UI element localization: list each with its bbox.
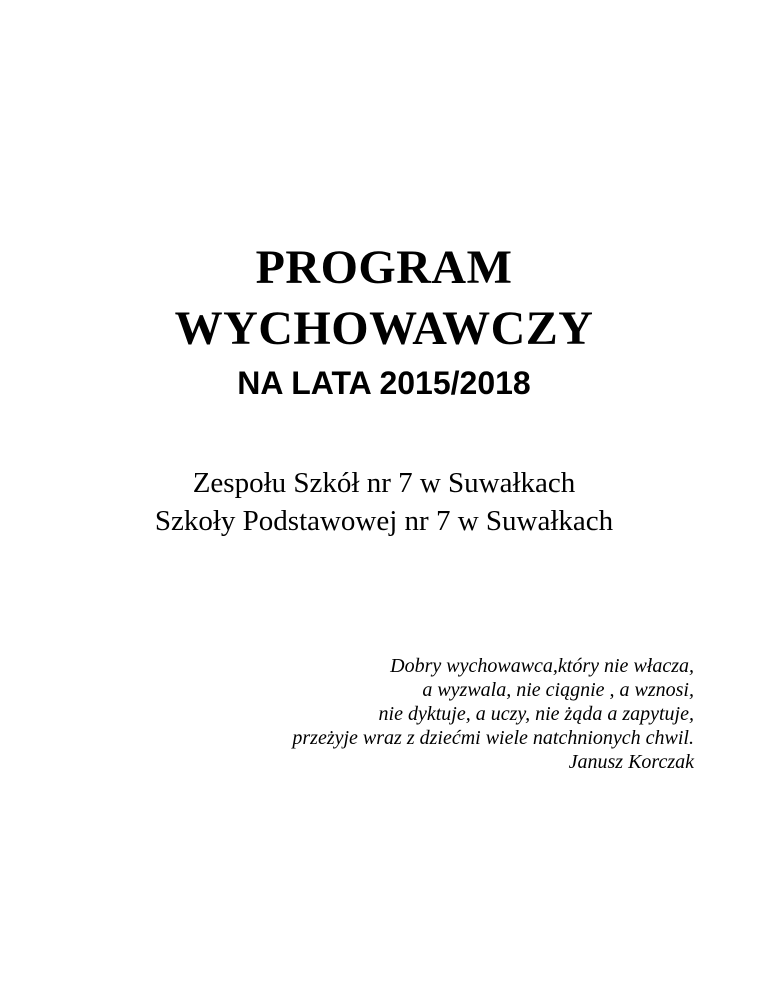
school-name-line-1: Zespołu Szkół nr 7 w Suwałkach [192,467,576,499]
quote-line: a wyzwala, nie ciągnie , a wznosi, [422,679,694,701]
title-line-1: PROGRAM [255,241,513,294]
title-line-2: WYCHOWAWCZY [174,302,594,355]
quote-line: Dobry wychowawca,który nie włacza, [390,655,694,677]
quote-line: przeżyje wraz z dziećmi wiele natchnionych chwil. [292,727,694,749]
epigraph-quote [94,654,694,774]
subtitle-years: NA LATA 2015/2018 [237,365,531,401]
quote-line: nie dyktuje, a uczy, nie żąda a zapytuje, [378,703,694,725]
quote-author: Janusz Korczak [568,751,694,773]
school-name-line-2: Szkoły Podstawowej nr 7 w Suwałkach [154,505,614,537]
